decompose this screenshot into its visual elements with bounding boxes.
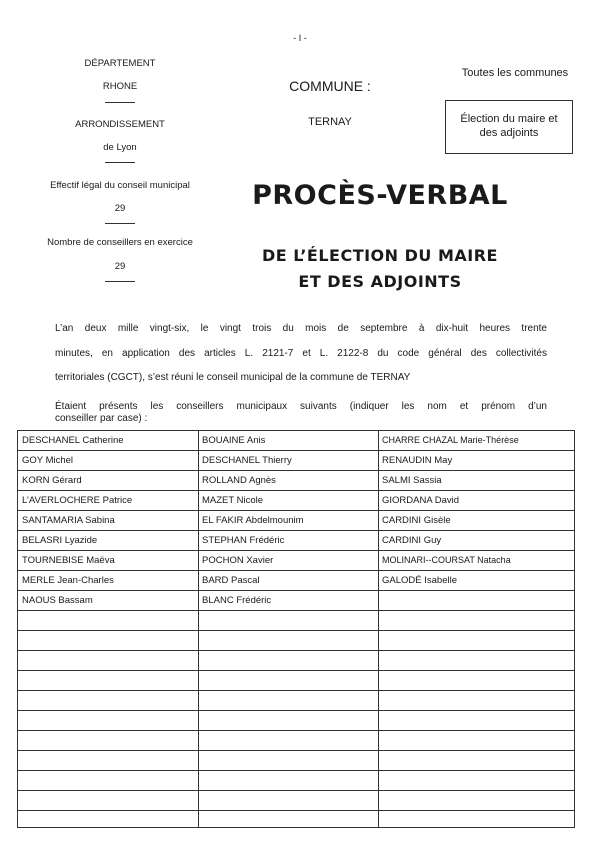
commune-name: TERNAY [308,116,352,128]
councillor-name: CHARRE CHAZAL Marie-Thérèse [382,435,519,445]
row-divider [18,550,574,551]
arrondissement-label: ARRONDISSEMENT [75,119,165,130]
row-divider [18,770,574,771]
row-divider [18,450,574,451]
row-divider [18,790,574,791]
commune-label: COMMUNE : [289,78,371,94]
exercice-label: Nombre de conseillers en exercice [47,237,193,248]
divider [105,281,135,282]
intro-line2: minutes, en application des articles L. 2121-7 et L. 2122-8 du code général des collectivités [55,348,547,359]
present-line1: Étaient présents les conseillers municipaux suivants (indiquer les nom et prénom d’un [55,401,547,412]
row-divider [18,730,574,731]
election-type-line2: des adjoints [479,127,539,139]
councillor-name: SANTAMARIA Sabina [22,515,115,526]
document-title: PROCÈS-VERBAL [252,180,508,211]
admin-block [20,0,220,300]
row-divider [18,690,574,691]
councillor-name: BARD Pascal [202,575,260,586]
departement-value: RHONE [102,81,138,92]
councillor-name: TOURNEBISE Maëva [22,555,115,566]
row-divider [18,750,574,751]
subtitle-line1: DE L’ÉLECTION DU MAIRE [262,246,498,265]
arrondissement-value: de Lyon [103,142,137,153]
councillor-name: POCHON Xavier [202,555,274,566]
row-divider [18,470,574,471]
councillor-name: STEPHAN Frédéric [202,535,285,546]
councillors-table [17,430,575,828]
row-divider [18,630,574,631]
councillor-name: BLANC Frédéric [202,595,272,606]
present-line2: conseiller par case) : [55,413,148,424]
departement-label: DÉPARTEMENT [84,58,156,69]
effectif-label: Effectif légal du conseil municipal [50,180,190,191]
councillor-name: GALODÉ Isabelle [382,575,457,586]
election-type-box [445,100,573,154]
divider [105,162,135,163]
row-divider [18,490,574,491]
councillor-name: EL FAKIR Abdelmounim [202,515,304,526]
effectif-value: 29 [114,203,126,214]
councillor-name: GOY Michel [22,455,74,466]
row-divider [18,590,574,591]
councillor-name: KORN Gérard [22,475,82,486]
divider [105,223,135,224]
councillor-name: CARDINI Guy [382,535,442,546]
subtitle-line2: ET DES ADJOINTS [298,272,462,291]
councillor-name: NAOUS Bassam [22,595,93,606]
row-divider [18,610,574,611]
election-type-line1: Élection du maire et [460,113,558,126]
councillor-name: GIORDANA David [382,495,460,506]
councillor-name: BELASRI Lyazide [22,535,98,546]
councillor-name: ROLLAND Agnès [202,475,276,486]
intro-line3: territoriales (CGCT), s’est réuni le conseil municipal de la commune de TERNAY [55,372,411,383]
intro-line1: L’an deux mille vingt-six, le vingt trois du mois de septembre à dix-huit heures trente [55,323,547,334]
councillor-name: MAZET Nicole [202,495,264,506]
councillor-name: DESCHANEL Thierry [202,455,292,466]
row-divider [18,710,574,711]
divider [105,102,135,103]
row-divider [18,570,574,571]
page-number: - I - [293,33,307,43]
councillor-name: BOUAINE Anis [202,435,266,446]
councillor-name: L’AVERLOCHERE Patrice [22,495,133,506]
councillor-name: CARDINI Gisèle [382,515,451,526]
scope-text: Toutes les communes [461,67,569,79]
row-divider [18,670,574,671]
councillor-name: MOLINARI--COURSAT Natacha [382,555,511,565]
councillor-name: RENAUDIN May [382,455,453,466]
exercice-value: 29 [114,261,126,272]
row-divider [18,650,574,651]
councillor-name: SALMI Sassia [382,475,442,486]
councillor-name: DESCHANEL Catherine [22,435,124,446]
document-subtitle [210,243,550,295]
row-divider [18,530,574,531]
row-divider [18,810,574,811]
councillor-name: MERLE Jean-Charles [22,575,114,586]
row-divider [18,510,574,511]
